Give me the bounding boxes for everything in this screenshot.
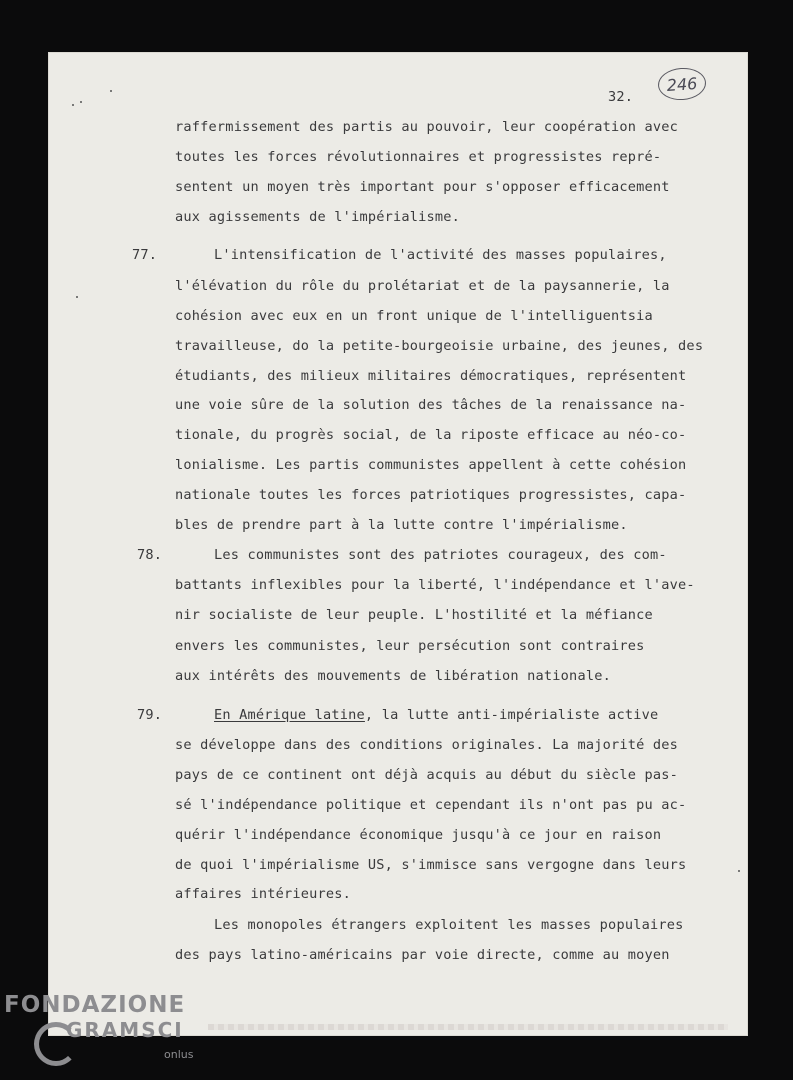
text-line: des pays latino-américains par voie directe, comme au moyen	[175, 947, 670, 963]
text-line: Les communistes sont des patriotes courageux, des com-	[214, 547, 667, 563]
text-line: pays de ce continent ont déjà acquis au début du siècle pas-	[175, 767, 679, 783]
watermark-line2: GRAMSCI	[66, 1018, 184, 1042]
text-line: toutes les forces révolutionnaires et progressistes repré-	[175, 149, 662, 165]
page-number: 32.	[608, 89, 634, 105]
text-line: Les monopoles étrangers exploitent les masses populaires	[214, 917, 684, 933]
text-line: étudiants, des milieux militaires démocratiques, représentent	[175, 368, 687, 384]
text-line: raffermissement des partis au pouvoir, leur coopération avec	[175, 119, 679, 135]
paragraph-number: 79.	[137, 707, 163, 723]
text-line: nationale toutes les forces patriotiques progressistes, capa-	[175, 487, 687, 503]
text-line: sé l'indépendance politique et cependant ils n'ont pas pu ac-	[175, 797, 687, 813]
text-line: travailleuse, do la petite-bourgeoisie urbaine, des jeunes, des	[175, 338, 704, 354]
speck	[76, 296, 78, 298]
text-line: quérir l'indépendance économique jusqu'à ce jour en raison	[175, 827, 662, 843]
text-line-rest: , la lutte anti-impérialiste active	[364, 707, 659, 723]
document-page	[48, 52, 748, 1036]
text-line: aux agissements de l'impérialisme.	[175, 209, 461, 225]
archive-stamp: 246	[657, 66, 707, 101]
watermark-line3: onlus	[164, 1048, 194, 1061]
text-line: battants inflexibles pour la liberté, l'indépendance et l'ave-	[175, 577, 695, 593]
text-line: lonialisme. Les partis communistes appellent à cette cohésion	[175, 457, 687, 473]
text-line	[214, 707, 658, 723]
text-line: envers les communistes, leur persécution sont contraires	[175, 638, 645, 654]
text-line: une voie sûre de la solution des tâches de la renaissance na-	[175, 397, 687, 413]
text-line: se développe dans des conditions originales. La majorité des	[175, 737, 679, 753]
text-line: nir socialiste de leur peuple. L'hostilité et la méfiance	[175, 607, 653, 623]
text-line: cohésion avec eux en un front unique de l'intelliguentsia	[175, 308, 653, 324]
paragraph-number: 77.	[132, 247, 158, 263]
text-line: affaires intérieures.	[175, 886, 352, 902]
speck	[110, 90, 112, 92]
text-line: aux intérêts des mouvements de libération nationale.	[175, 668, 611, 684]
text-line: l'élévation du rôle du prolétariat et de la paysannerie, la	[175, 278, 670, 294]
text-line: de quoi l'impérialisme US, s'immisce sans vergogne dans leurs	[175, 857, 687, 873]
bottom-tear-edge	[208, 1024, 728, 1030]
speck	[738, 870, 740, 872]
speck	[72, 104, 74, 106]
watermark-logo	[4, 992, 204, 1072]
speck	[80, 101, 82, 103]
underlined-heading: En Amérique latine	[214, 707, 365, 723]
text-line: bles de prendre part à la lutte contre l'impérialisme.	[175, 517, 628, 533]
text-line: tionale, du progrès social, de la riposte efficace au néo-co-	[175, 427, 687, 443]
watermark-line1: FONDAZIONE	[4, 992, 186, 1018]
paragraph-number: 78.	[137, 547, 163, 563]
text-line: L'intensification de l'activité des masses populaires,	[214, 247, 667, 263]
text-line: sentent un moyen très important pour s'opposer efficacement	[175, 179, 670, 195]
